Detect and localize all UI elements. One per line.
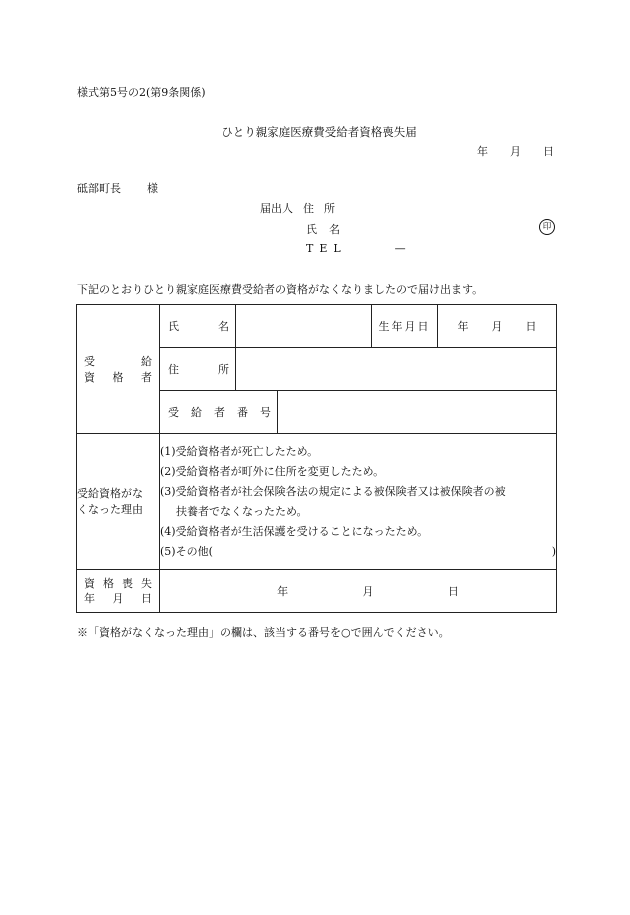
form-title: ひとり親家庭医療費受給者資格喪失届 <box>221 125 417 139</box>
date-month: 月 <box>510 145 521 158</box>
address-label-cell: 住 所 <box>160 348 236 391</box>
reason-item-other[interactable]: (5)その他( ) <box>160 544 556 558</box>
applicant-address-label: 住所 <box>303 202 345 215</box>
recipient-number-input-cell[interactable] <box>278 391 557 434</box>
reason-item-continued: 扶養者でなくなったため。 <box>176 504 308 518</box>
date-day: 日 <box>543 145 554 158</box>
tel-label: TEL <box>306 242 347 255</box>
date-year: 年 <box>477 145 488 158</box>
addressee-name: 砥部町長 <box>77 182 121 195</box>
recipient-number-label-cell: 受 給 者 番 号 <box>160 391 278 434</box>
dob-label-cell: 生年月日 <box>372 305 438 348</box>
reason-item[interactable]: (1)受給資格者が死亡したため。 <box>160 444 319 458</box>
recipient-table <box>76 304 557 613</box>
name-label-cell: 氏 名 <box>160 305 236 348</box>
reason-list[interactable] <box>160 434 557 570</box>
submission-date <box>455 143 554 159</box>
loss-date-input-cell[interactable]: 年 月 日 <box>160 570 557 613</box>
reason-item[interactable]: (2)受給資格者が町外に住所を変更したため。 <box>160 464 385 478</box>
applicant-tel-row <box>306 242 406 255</box>
applicant-address-row <box>260 200 345 216</box>
addressee-honorific: 様 <box>147 182 158 195</box>
tel-dash: — <box>394 242 406 255</box>
recipient-label-line1: 受 給 <box>84 355 152 368</box>
footnote: ※「資格がなくなった理由」の欄は、該当する番号を○で囲んでください。 <box>77 626 450 639</box>
reason-item[interactable]: (3)受給資格者が社会保険各法の規定による被保険者又は被保険者の被 <box>160 484 506 498</box>
dob-input-cell[interactable]: 年 月 日 <box>438 305 557 348</box>
loss-date-label-cell: 資 格 喪 失 年 月 日 <box>77 570 160 613</box>
seal-mark: 印 <box>539 219 555 235</box>
intro-text: 下記のとおりひとり親家庭医療費受給者の資格がなくなりましたので届け出ます。 <box>77 283 484 296</box>
reason-label-cell: 受給資格がな くなった理由 <box>77 434 160 570</box>
recipient-label-line2: 資 格 者 <box>84 371 152 384</box>
applicant-label: 届出人 <box>260 202 293 215</box>
applicant-name-label: 氏名 <box>306 223 352 236</box>
address-input-cell[interactable] <box>236 348 557 391</box>
reason-item[interactable]: (4)受給資格者が生活保護を受けることになったため。 <box>160 524 429 538</box>
recipient-label-cell <box>77 305 160 434</box>
name-input-cell[interactable] <box>236 305 372 348</box>
addressee <box>77 180 158 196</box>
form-number: 様式第5号の2(第9条関係) <box>77 86 206 99</box>
